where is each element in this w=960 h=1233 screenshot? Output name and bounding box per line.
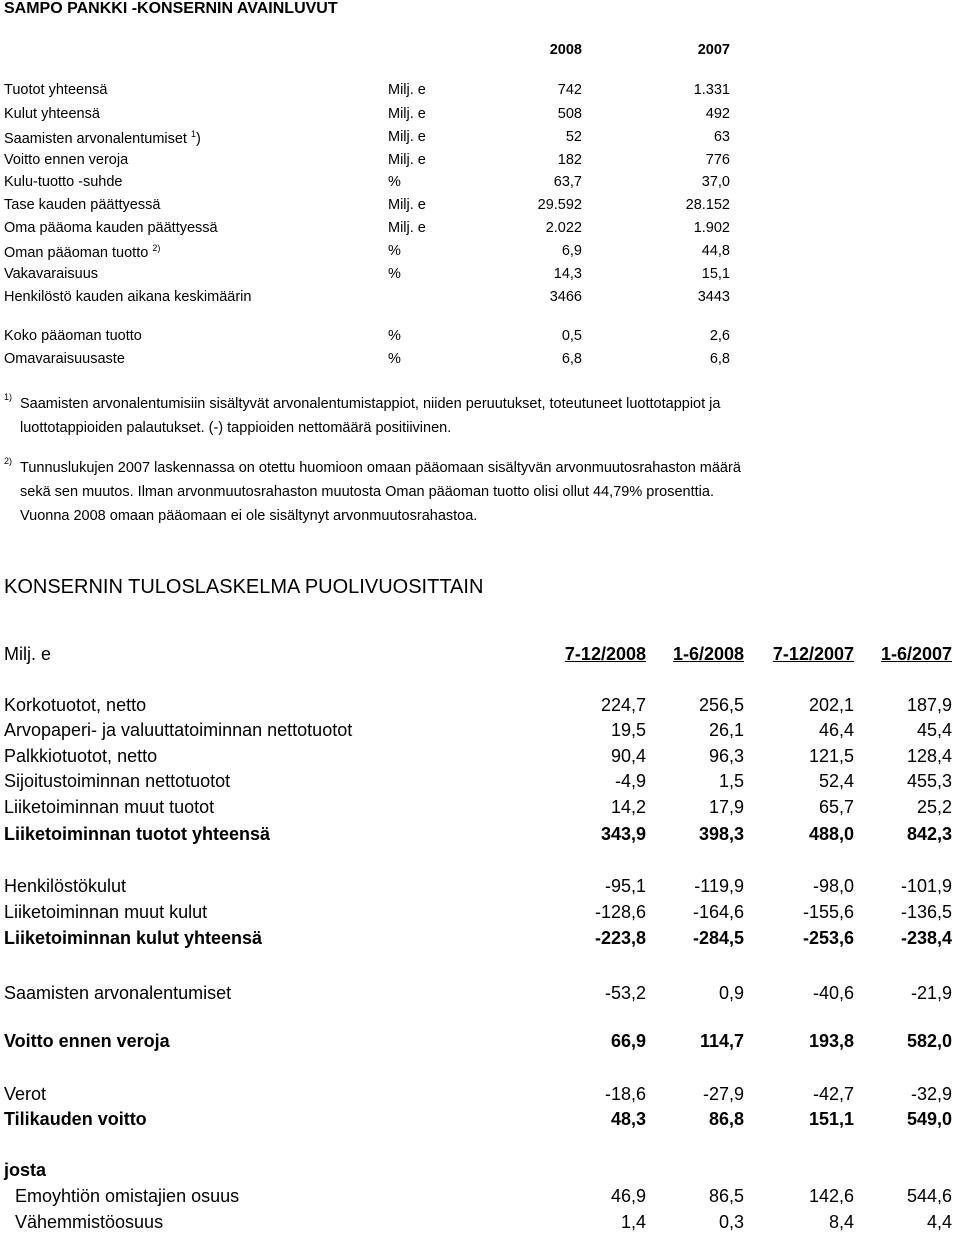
- income-value-3: 193,8: [808, 1031, 854, 1051]
- income-value-3: 151,1: [808, 1109, 854, 1129]
- income-value-4: -21,9: [910, 983, 952, 1003]
- income-value-1: 343,9: [600, 824, 646, 844]
- income-value-3: 121,5: [808, 746, 854, 766]
- income-value-2: -284,5: [692, 928, 744, 948]
- income-value-3: 65,7: [818, 797, 854, 817]
- income-value-2: 1,5: [718, 771, 744, 791]
- keyfigure-label: Henkilöstö kauden aikana keskimäärin: [4, 289, 252, 305]
- keyfigure-value-2008: 6,8: [561, 351, 582, 367]
- keyfigure-value-2007: 37,0: [701, 174, 730, 190]
- income-value-1: -128,6: [594, 902, 646, 922]
- keyfigure-value-2008: 3466: [549, 289, 582, 305]
- keyfigure-unit: Milj. e: [388, 152, 426, 168]
- income-value-2: 17,9: [708, 797, 744, 817]
- income-value-2: 256,5: [698, 695, 744, 715]
- income-value-3: 202,1: [808, 695, 854, 715]
- income-row-label: Korkotuotot, netto: [4, 695, 147, 715]
- income-value-1: 48,3: [610, 1109, 646, 1129]
- income-value-1: 224,7: [600, 695, 646, 715]
- keyfigure-label: Vakavaraisuus: [4, 266, 99, 282]
- income-row-label: Liiketoiminnan muut tuotot: [4, 797, 215, 817]
- income-value-4: 128,4: [906, 746, 952, 766]
- income-value-1: -4,9: [614, 771, 646, 791]
- keyfigure-unit: Milj. e: [388, 129, 426, 145]
- footnote-2-line-1: Tunnuslukujen 2007 laskennassa on otettu huomioon omaan pääomaan sisältyvän arvonmuutosrahaston määrä: [20, 460, 741, 476]
- keyfigure-label: Oma pääoma kauden päättyessä: [4, 220, 218, 236]
- income-value-1: 19,5: [610, 720, 646, 740]
- keyfigure-unit: %: [388, 266, 401, 282]
- footnote-2-mark: 2): [4, 456, 13, 466]
- keyfigure-value-2008: 63,7: [553, 174, 582, 190]
- keyfigure-label: Koko pääoman tuotto: [4, 328, 142, 344]
- year-2008: 2008: [549, 42, 582, 58]
- footnote-1-mark: 1): [4, 392, 13, 402]
- keyfigure-value-2008: 14,3: [553, 266, 582, 282]
- income-value-1: -53,2: [604, 983, 646, 1003]
- income-unit: Milj. e: [4, 644, 52, 664]
- income-value-2: 0,3: [718, 1212, 744, 1232]
- income-value-4: -136,5: [900, 902, 952, 922]
- keyfigure-value-2008: 2.022: [545, 220, 582, 236]
- keyfigure-label: Kulut yhteensä: [4, 106, 100, 122]
- income-row-label: Arvopaperi- ja valuuttatoiminnan nettotuotot: [4, 720, 353, 740]
- income-value-4: -238,4: [900, 928, 952, 948]
- keyfigure-unit: %: [388, 174, 401, 190]
- income-value-4: 549,0: [906, 1109, 952, 1129]
- income-value-3: -40,6: [812, 983, 854, 1003]
- income-value-1: -95,1: [604, 876, 646, 896]
- keyfigure-label: Oman pääoman tuotto $^{2)}$: [4, 243, 161, 261]
- income-value-3: -253,6: [802, 928, 854, 948]
- page-title: SAMPO PANKKI -KONSERNIN AVAINLUVUT: [4, 0, 338, 17]
- footnote-2-line-2: sekä sen muutos. Ilman arvonmuutosrahaston muutosta Oman pääoman tuotto olisi ollut 44,79% prosenttia.: [20, 484, 714, 500]
- income-value-4: 842,3: [906, 824, 952, 844]
- keyfigure-unit: Milj. e: [388, 197, 426, 213]
- keyfigure-unit: Milj. e: [388, 82, 426, 98]
- keyfigure-unit: %: [388, 243, 401, 259]
- period-header-2: 1-6/2008: [672, 644, 744, 664]
- keyfigure-label: Voitto ennen veroja: [4, 152, 129, 168]
- income-row-label: Vähemmistöosuus: [15, 1212, 164, 1232]
- keyfigure-value-2007: 63: [713, 129, 730, 145]
- keyfigure-value-2008: 0,5: [561, 328, 582, 344]
- income-row-label: Emoyhtiön omistajien osuus: [15, 1186, 240, 1206]
- keyfigure-unit: Milj. e: [388, 220, 426, 236]
- income-value-2: 26,1: [708, 720, 744, 740]
- year-2007: 2007: [697, 42, 730, 58]
- income-value-3: 52,4: [818, 771, 854, 791]
- keyfigure-value-2008: 742: [557, 82, 582, 98]
- keyfigure-value-2008: 6,9: [561, 243, 582, 259]
- keyfigure-unit: Milj. e: [388, 106, 426, 122]
- income-value-3: -98,0: [812, 876, 854, 896]
- period-header-3: 7-12/2007: [772, 644, 854, 664]
- income-value-2: 114,7: [699, 1031, 744, 1051]
- income-value-1: -18,6: [604, 1084, 646, 1104]
- income-row-label: Tilikauden voitto: [4, 1109, 147, 1129]
- keyfigure-value-2008: 52: [565, 129, 582, 145]
- income-row-label: Sijoitustoiminnan nettotuotot: [4, 771, 231, 791]
- income-value-2: -164,6: [692, 902, 744, 922]
- keyfigure-value-2007: 1.902: [693, 220, 730, 236]
- income-row-label: Liiketoiminnan kulut yhteensä: [4, 928, 263, 948]
- income-value-4: -32,9: [910, 1084, 952, 1104]
- income-value-2: 86,8: [708, 1109, 744, 1129]
- keyfigure-value-2007: 1.331: [693, 82, 730, 98]
- income-value-4: 582,0: [906, 1031, 952, 1051]
- period-header-1: 7-12/2008: [564, 644, 646, 664]
- keyfigure-unit: %: [388, 351, 401, 367]
- income-value-1: 46,9: [610, 1186, 646, 1206]
- footnote-1-line-2: luottotappioiden palautukset. (-) tappioiden nettomäärä positiivinen.: [20, 420, 452, 436]
- keyfigure-label: Tuotot yhteensä: [4, 82, 108, 98]
- income-value-4: 25,2: [916, 797, 952, 817]
- income-value-2: 398,3: [698, 824, 744, 844]
- income-value-3: 488,0: [808, 824, 854, 844]
- keyfigure-value-2007: 3443: [697, 289, 730, 305]
- keyfigure-label: Kulu-tuotto -suhde: [4, 174, 123, 190]
- keyfigure-value-2008: 508: [557, 106, 582, 122]
- income-value-1: 66,9: [610, 1031, 646, 1051]
- keyfigure-value-2007: 15,1: [701, 266, 730, 282]
- keyfigure-value-2008: 29.592: [537, 197, 582, 213]
- keyfigure-unit: %: [388, 328, 401, 344]
- keyfigure-value-2007: 28.152: [685, 197, 730, 213]
- income-row-label: Henkilöstökulut: [4, 876, 127, 896]
- income-value-2: 0,9: [718, 983, 744, 1003]
- income-value-2: 96,3: [708, 746, 744, 766]
- income-value-2: 86,5: [708, 1186, 744, 1206]
- income-value-4: 4,4: [926, 1212, 952, 1232]
- keyfigure-value-2007: 776: [705, 152, 730, 168]
- keyfigure-label: Saamisten arvonalentumiset $^1$): [4, 129, 201, 147]
- income-value-3: -42,7: [812, 1084, 854, 1104]
- income-row-label: Voitto ennen veroja: [4, 1031, 170, 1051]
- income-statement-title: KONSERNIN TULOSLASKELMA PUOLIVUOSITTAIN: [4, 576, 484, 598]
- keyfigure-value-2008: 182: [557, 152, 582, 168]
- keyfigure-value-2007: 6,8: [709, 351, 730, 367]
- period-header-4: 1-6/2007: [880, 644, 952, 664]
- income-value-3: 142,6: [808, 1186, 854, 1206]
- income-value-3: 8,4: [828, 1212, 854, 1232]
- keyfigure-value-2007: 492: [705, 106, 730, 122]
- income-row-label: Verot: [4, 1084, 47, 1104]
- income-value-1: 14,2: [610, 797, 646, 817]
- income-value-3: -155,6: [802, 902, 854, 922]
- income-value-1: 1,4: [620, 1212, 646, 1232]
- income-row-label: Saamisten arvonalentumiset: [4, 983, 232, 1003]
- footnote-1-line-1: Saamisten arvonalentumisiin sisältyvät arvonalentumistappiot, niiden peruutukset, toteutuneet luottotappiot ja: [20, 396, 721, 412]
- keyfigure-label: Omavaraisuusaste: [4, 351, 125, 367]
- income-value-2: -119,9: [694, 876, 744, 896]
- income-value-4: 187,9: [906, 695, 952, 715]
- income-value-4: -101,9: [900, 876, 952, 896]
- income-row-label: Palkkiotuotot, netto: [4, 746, 158, 766]
- income-value-1: -223,8: [594, 928, 646, 948]
- footnote-2-line-3: Vuonna 2008 omaan pääomaan ei ole sisältynyt arvonmuutosrahastoa.: [20, 508, 478, 524]
- income-value-4: 45,4: [916, 720, 952, 740]
- income-row-label: josta: [4, 1160, 47, 1180]
- income-value-4: 455,3: [906, 771, 952, 791]
- keyfigure-value-2007: 44,8: [701, 243, 730, 259]
- income-value-1: 90,4: [610, 746, 646, 766]
- income-row-label: Liiketoiminnan tuotot yhteensä: [4, 824, 271, 844]
- income-value-3: 46,4: [818, 720, 854, 740]
- income-value-2: -27,9: [702, 1084, 744, 1104]
- keyfigure-label: Tase kauden päättyessä: [4, 197, 161, 213]
- income-value-4: 544,6: [906, 1186, 952, 1206]
- keyfigure-value-2007: 2,6: [709, 328, 730, 344]
- income-row-label: Liiketoiminnan muut kulut: [4, 902, 208, 922]
